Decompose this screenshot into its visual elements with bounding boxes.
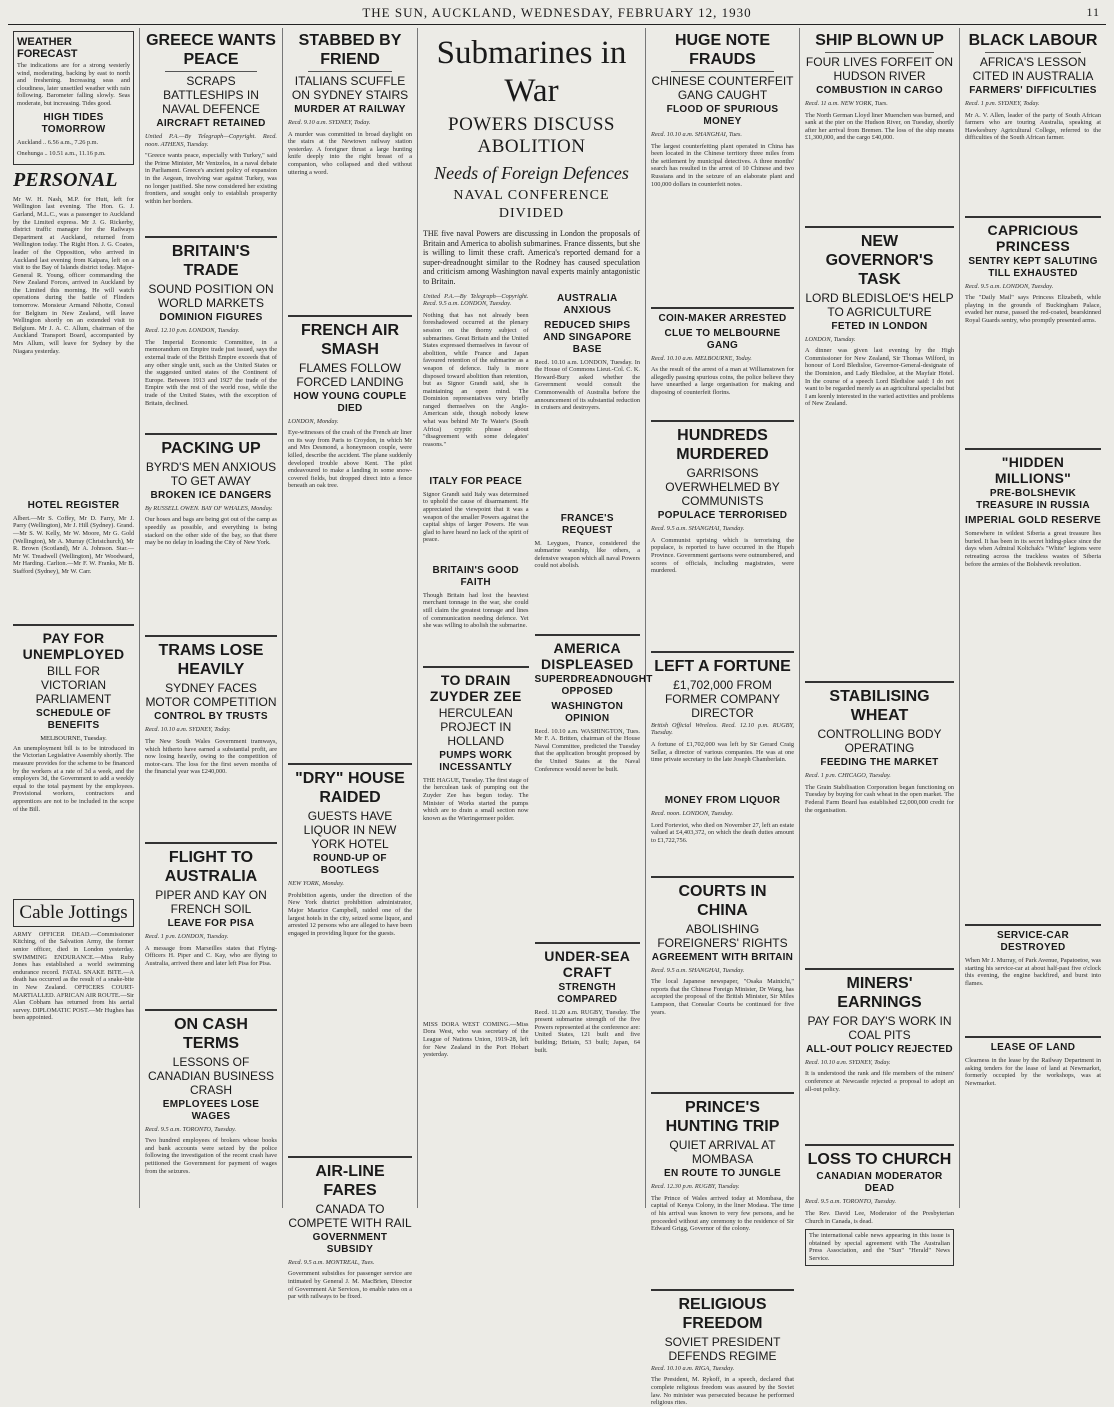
unemployed-dateline: MELBOURNE, Tuesday. [40,734,107,742]
stabbed-headline: STABBED BY FRIEND [298,32,402,68]
america-body: Recd. 10.10 a.m. WASHINGTON, Tues. Mr F. A. Britten, chairman of the House Naval Committee, predicted the Tuesday that the application brought proposed by the United States at the Naval Conference would never be built. [534,727,640,773]
fortune-body: A fortune of £1,702,000 was left by Sir Gerard Craig Sellar, a director of various companies. He was at one time private secretary to the late Joseph Chamberlain. [651,740,794,764]
miners-sub-2: ALL-OUT POLICY REJECTED [806,1043,953,1055]
greece-byline: United P.A.—By Telegraph—Copyright. Recd. noon. ATHENS, Tuesday. [145,133,277,148]
governor-sub: LORD BLEDISLOE'S HELP TO AGRICULTURE [805,290,954,319]
lease-body: Clearness in the lease by the Railway Department in asking tenders for the lease of land at Newmarket, formerly occupied by the workshops, was at Newmarket. [965,1057,1101,1087]
airsmash-byline: LONDON, Monday. [288,417,339,425]
fortune-byline: British Official Wireless. Recd. 12.10 p.m. RUGBY, Tuesday. [651,721,794,737]
hidden-millions-headline: "HIDDEN MILLIONS" [994,454,1072,487]
credit-note: MISS DORA WEST COMING.—Miss Dora West, who was secretary of the League of Nations Union, 1919-28, left for New Zealand in the Port Hobart yesterday. [423,1020,529,1059]
princess-body: The "Daily Mail" says Princess Elizabeth, while playing in the grounds of Buckingham Palace, evaded her nurse, passed the red-coated, bearskinned Royal Guards sentry, who promptly presented arms. [965,294,1101,324]
labour-byline: Recd. 1 p.m. SYDNEY, Today. [965,100,1040,107]
airline-body: Government subsidies for passenger service are intimated by General J. M. MacBrien, Director of Government Air Services, to enable rates on a par with railways to be fixed. [288,1270,412,1301]
britain-trade-sub-2: DOMINION FIGURES [159,312,263,324]
unemployed-sub-2: SCHEDULE OF BENEFITS [36,707,111,731]
stabbed-body: A murder was committed in broad daylight on the stairs at the Newtown railway station yesterday. A foreigner thrust a large hunting knife deeply into the right breast of a companion, who collapsed and died without uttering a word. [288,130,412,176]
main-lead: THE five naval Powers are discussing in London the proposals of Britain and America to abolish submarines. France dissents, but she is willing to limit these craft. America's reported demand for a super-dreadnought similar to the Rodney has caused speculation and criticism among Washington naval experts mainly antagonistic to Britain. [423,229,640,286]
prince-byline: Recd. 12.30 p.m. RUGBY, Tuesday. [651,1183,740,1191]
coinmaker-sub: CLUE TO MELBOURNE GANG [664,327,781,351]
undersea-sub: STRENGTH COMPARED [557,981,618,1005]
lease-title: LEASE OF LAND [990,1042,1076,1054]
liquor-title: MONEY FROM LIQUOR [664,794,781,806]
airline-sub: CANADA TO COMPETE WITH RAIL [288,1201,412,1230]
america-sub: SUPERDREADNOUGHT OPPOSED [534,673,653,697]
prince-sub: QUIET ARRIVAL AT MOMBASA [669,1138,776,1167]
governor-sub-2: FETED IN LONDON [831,320,928,332]
tides-title: HIGH TIDES TOMORROW [41,111,106,135]
princess-sub: SENTRY KEPT SALUTING TILL EXHAUSTED [968,255,1098,279]
hidden-millions-sub: PRE-BOLSHEVIK TREASURE IN RUSSIA [976,488,1090,512]
labour-sub-2: FARMERS' DIFFICULTIES [969,85,1097,96]
australia-sub: REDUCED SHIPS AND SINGAPORE BASE [543,319,632,355]
cable-notice: The international cable news appearing in this issue is obtained by special agreement with The Australian Press Association, and the "Sun" "Herald" News Service. [805,1229,954,1265]
hidden-millions-body: Somewhere in wildest Siberia a great treasure lies buried. It has been in its secret hiding-place since the days when Admiral Koltchak's "White" legions were retreating across the trackless wastes of Siberia before the armies of the Bolshevik revolution. [965,530,1101,568]
britain-trade-sub: SOUND POSITION ON WORLD MARKETS [148,282,274,311]
greece-body: "Greece wants peace, especially with Turkey," said the Prime Minister, Mr Venizelos, in a naval debate in Parliament. Greece's ancient policy of expansion in the Aegean, involving war against Turkey, was no longer justified. She now considered her existing frontiers, and sought only to establish prosperity within her borders. [145,152,277,205]
masthead-title: THE SUN, AUCKLAND, WEDNESDAY, FEBRUARY 12, 1930 [362,5,752,20]
goodfaith-body: Though Britain had lost the heaviest merchant tonnage in the war, she could still claim the greatest tonnage and lines of communication needing defence. Yet she was willing to abolish the submarine. [423,591,529,630]
ship-byline: Recd. 11 a.m. NEW YORK, Tues. [805,100,888,107]
hotel-register-body: Albert.—Mr S. Coffey, Mr D. Farry, Mr J. Parry (Wellington), Mr J. Hill (Sydney). Grand.—Mr S. W. Kelly, Mr W. Moore, Mr G. Gold (Wellington), Mr A. Murray (Christchurch), Mr R. Brown (Scotland), Mr A. Johnson. Star.—Mr W. Treadwell (Wellington), Mr Woodward, Mr Harding. Carlton.—Mr F. W. Franks, Mr B. Stafford (Sydney), Mr W. Carr. [13,514,134,575]
flight-sub-2: LEAVE FOR PISA [167,917,255,929]
fortune-sub: £1,702,000 FROM FORMER COMPANY DIRECTOR [664,677,781,720]
airsmash-sub: FLAMES FOLLOW FORCED LANDING [296,360,404,389]
church-byline: Recd. 9.5 a.m. TORONTO, Tuesday. [805,1198,897,1206]
airsmash-body: Eye-witnesses of the crash of the French air liner on its way from Paris to Croydon, in which Mr and Mrs Desmond, a honeymoon couple, were killed, describe the accident. The plane suddenly developed trouble above Kent. The pilot endeavoured to make a landing in some snow-covered fields, but dropped direct into a fence beneath an oak tree. [288,429,412,490]
column-5 [646,28,800,1407]
tides-line-1: Auckland .. 6.56 a.m., 7.26 p.m. [17,138,99,146]
governor-byline: LONDON, Tuesday. [805,335,856,343]
cable-jottings-title: Cable Jottings [13,899,134,927]
hundreds-sub: GARRISONS OVERWHELMED BY COMMUNISTS [665,466,780,509]
britain-trade-body: The Imperial Economic Committee, in a memorandum on Empire trade just issued, says the external trade of the British Empire exceeds that of any other single unit, such as the United States or the suggested united states of the Continent of Europe. Between 1913 and 1927 the trade of the Empire with the rest of the world rose, while the trade of the United States, with the exception of Britain, declined. [145,338,277,407]
religious-headline: RELIGIOUS FREEDOM [678,1295,767,1332]
australia-body: Recd. 10.10 a.m. LONDON, Tuesday. In the House of Commons Lieut.-Col. C. K. Howard-Bury asked whether the Government would consult the Commonwealth of Australia before the announcement of its substantial reduction in cruisers and destroyers. [534,358,640,412]
stabbed-byline: Recd. 9.10 a.m. SYDNEY, Today. [288,119,371,126]
religious-body: The President, M. Rykoff, in a speech, declared that complete religious freedom was assured by the Soviet law. No minister was persecuted because he performed religious rites. [651,1376,794,1407]
trams-byline: Recd. 10.10 a.m. SYDNEY, Today. [145,726,231,734]
princess-headline: CAPRICIOUS PRINCESS [987,221,1079,254]
wheat-headline: STABILISING WHEAT [829,688,930,725]
wheat-sub-2: FEEDING THE MARKET [820,757,939,769]
main-sub-2: Needs of Foreign Defences [434,163,629,183]
prince-sub-2: EN ROUTE TO JUNGLE [664,1168,781,1180]
stabbed-sub: ITALIANS SCUFFLE ON SYDNEY STAIRS [291,74,409,102]
masthead [8,2,1106,25]
cash-byline: Recd. 9.5 a.m. TORONTO, Tuesday. [145,1125,237,1133]
flight-sub: PIPER AND KAY ON FRENCH SOIL [155,887,267,916]
weather-box [13,31,134,165]
miners-sub: PAY FOR DAY'S WORK IN COAL PITS [807,1013,952,1042]
cable-jottings-body: ARMY OFFICER DEAD.—Commissioner Kitching, of the Salvation Army, the former senior officer, died in London yesterday. SWIMMING ENDURANCE.—Miss Ruby Jones has established a world swimming endurance record. FATAL SNAKE BITE.—A death has occurred as the result of a snake-bite in New Zealand. OFFICERS COURT-MARTIALLED. AFRICAN AIR ROUTE.—Sir Alan Cobham has returned from his aerial survey. DIPLOMATIC POST.—Mr Hughes has been appointed. [13,930,134,1022]
britain-trade-headline: BRITAIN'S TRADE [171,243,251,280]
labour-sub: AFRICA'S LESSON CITED IN AUSTRALIA [972,55,1094,83]
main-headline: Submarines in War [436,35,627,109]
stabbed-sub-2: MURDER AT RAILWAY [294,104,406,115]
airsmash-headline: FRENCH AIR SMASH [300,321,400,358]
coinmaker-title: COIN-MAKER ARRESTED [658,312,787,324]
ship-sub-2: COMBUSTION IN CARGO [816,85,943,96]
religious-byline: Recd. 10.10 a.m. RIGA, Tuesday. [651,1364,735,1372]
britain-trade-byline: Recd. 12.10 p.m. LONDON, Tuesday. [145,327,240,335]
prince-body: The Prince of Wales arrived today at Mombasa, the capital of Kenya Colony, in the liner Modasa. The time of his arrival was known to very few persons, and he proceeded without any ceremony to the residence of Sir Edward Grigg, Governor of the colony. [651,1194,794,1233]
ship-headline: SHIP BLOWN UP [815,32,944,49]
courts-headline: COURTS IN CHINA [678,882,767,919]
notes-byline: Recd. 10.10 a.m. SHANGHAI, Tues. [651,131,742,138]
notes-body: The largest counterfeiting plant operated in China has been located in the Chinese territory three miles from the settlement by municipal detectives. A three months' search has resulted in the arrest of 10 Chinese and two Russians and in the seizure of an elaborate plant and 100,000 dollars in counterfeit notes. [651,142,794,188]
flight-byline: Recd. 1 p.m. LONDON, Tuesday. [145,932,229,940]
weather-body: The indications are for a strong westerly wind, moderating, backing by east to north and freshening. Increasing seas and cloudiness, later unsettled weather with rain following. Barometer falling slowly. Seas moderate, but increasing. Tides good. [17,62,130,107]
dry-sub-2: ROUND-UP OF BOOTLEGS [313,853,387,877]
airline-sub-2: GOVERNMENT SUBSIDY [312,1231,388,1255]
zuyder-sub: HERCULEAN PROJECT IN HOLLAND [438,705,513,748]
miners-body: It is understood the rank and file members of the miners' conference at Newcastle rejected a proposal to adopt an all-out policy. [805,1070,954,1093]
dry-byline: NEW YORK, Monday. [288,880,344,888]
personal-body: Mr W. H. Nash, M.P. for Hutt, left for Wellington last evening. The Hon. G. J. Garland, M.L.C., was a passenger to Auckland by the Limited express. Mr J. G. Rickerby, district traffic manager for the Railways Department at Auckland, returned from Wellington today. The Right Hon. J. G. Coates, leader of the Opposition, who arrived in Auckland last evening from Kaipara, left on a visit to the Bay of Islands district today. Major-General R. Young, officer commanding the New Zealand Forces, arrived in Auckland by the Limited this morning. He will watch operations during the battle of Flinders tomorrow. Monsieur Armand Nihotte, Consul for Belgium in New Zealand, will leave Wellington shortly on an extended visit to Belgium. Mr J. A. C. Allum, chairman of the Auckland Transport Board, accompanied by Mrs Allum, will leave for Sydney by the Niagara yesterday. [13,195,134,355]
notes-sub: CHINESE COUNTERFEIT GANG CAUGHT [651,74,794,102]
column-6 [800,28,960,1262]
church-headline: LOSS TO CHURCH [807,1151,952,1169]
hidden-millions-sub-2: IMPERIAL GOLD RESERVE [965,515,1101,527]
france-title: FRANCE'S REQUEST [560,512,614,536]
coinmaker-body: As the result of the arrest of a man at Williamstown for allegedly passing spurious coins, the police believe they have unearthed a large organisation for making and disposing of counterfeit florins. [651,366,794,396]
cash-sub: LESSONS OF CANADIAN BUSINESS CRASH [147,1054,275,1097]
wheat-byline: Recd. 1 p.m. CHICAGO, Tuesday. [805,772,891,780]
prince-headline: PRINCE'S HUNTING TRIP [665,1099,780,1136]
packing-headline: PACKING UP [161,439,261,457]
undersea-headline: UNDER-SEA CRAFT [544,947,631,980]
courts-sub-2: AGREEMENT WITH BRITAIN [651,951,794,963]
governor-body: A dinner was given last evening by the High Commissioner for New Zealand, Sir Thomas Wilford, in honour of Lord Bledisloe, Governor-General-designate of the Dominion, and Lady Bledisloe, at the Mayfair Hotel. In the course of a speech Lord Bledisloe said: I do not want to be regarded merely as an agricultural specialist but I am keenly interested in the varied activities and problems of New Zealand. [805,347,954,408]
france-body: M. Leygues, France, considered the submarine warship, like others, a defensive weapon which all naval Powers could not abolish. [534,539,640,570]
trams-headline: TRAMS LOSE HEAVILY [158,642,264,679]
miners-byline: Recd. 10.10 a.m. SYDNEY, Today. [805,1058,891,1066]
courts-byline: Recd. 9.5 a.m. SHANGHAI, Tuesday. [651,966,745,974]
column-1 [8,28,140,1208]
wheat-body: The Grain Stabilisation Corporation began functioning on Tuesday by buying for cash wheat in the open market. The Federal Farm Board has established £2,000,000 credit for the organisation. [805,783,954,814]
fortune-headline: LEFT A FORTUNE [654,657,791,675]
airsmash-sub-2: HOW YOUNG COUPLE DIED [293,390,407,414]
dry-sub: GUESTS HAVE LIQUOR IN NEW YORK HOTEL [303,809,397,852]
weather-title: WEATHER FORECAST [17,36,78,60]
undersea-body: Recd. 11.20 a.m. RUGBY, Tuesday. The present submarine strength of the five Powers represented at the conference are: United States, 121 built and five building; Britain, 53 built; Japan, 64 built. [534,1008,640,1054]
trams-body: The New South Wales Government tramways, which hitherto have earned a substantial profit, are now losing heavily, owing to the competition of motor-cars. The loss for the first seven months of the financial year was £240,000. [145,737,277,776]
zuyder-headline: TO DRAIN ZUYDER ZEE [429,671,522,704]
courts-sub: ABOLISHING FOREIGNERS' RIGHTS [657,921,788,950]
unemployed-headline: PAY FOR UNEMPLOYED [22,629,125,662]
religious-sub: SOVIET PRESIDENT DEFENDS REGIME [664,1334,781,1363]
main-byline: United P.A.—By Telegraph—Copyright. Recd. 9.5 a.m. LONDON, Tuesday. [423,292,529,308]
flight-headline: FLIGHT TO AUSTRALIA [164,848,258,885]
cash-body: Two hundred employees of brokers whose books and bank accounts were seized by the police following the investigation of the recent crash have petitioned the Government for payment of wages from the seizures. [145,1137,277,1175]
america-sub-2: WASHINGTON OPINION [551,700,624,724]
airline-byline: Recd. 9.5 a.m. MONTREAL, Tues. [288,1258,375,1266]
packing-body: Our hoses and bags are being got out of the camp as speedily as possible, and everything is being stacked on the other side of the bay, so that there may be no delay in loading the City of New York. [145,516,277,547]
hotel-register-title: HOTEL REGISTER [27,499,120,511]
newspaper-columns [8,28,1106,1407]
packing-sub: BYRD'S MEN ANXIOUS TO GET AWAY [145,459,277,488]
liquor-byline: Recd. noon. LONDON, Tuesday. [651,809,734,817]
miners-headline: MINERS' EARNINGS [837,974,922,1011]
ship-sub: FOUR LIVES FORFEIT ON HUDSON RIVER [805,55,954,83]
flight-body: A message from Marseilles states that Flying-Officers H. Piper and C. Kay, who are flying to Australia, arrived there and later left Pisa for Pisa. [145,944,277,967]
service-car-body: When Mr J. Murray, of Park Avenue, Papatoetoe, was starting his service-car at about half-past five o'clock this evening, the engine backfired, and burst into flames. [965,957,1101,987]
trams-sub-2: CONTROL BY TRUSTS [154,711,268,723]
princess-byline: Recd. 9.5 a.m. LONDON, Tuesday. [965,282,1054,290]
wheat-sub: CONTROLLING BODY OPERATING [817,727,942,756]
hundreds-sub-2: POPULACE TERRORISED [657,510,788,522]
australia-title: AUSTRALIA ANXIOUS [557,292,618,316]
packing-sub-2: BROKEN ICE DANGERS [150,489,272,501]
column-7 [960,28,1106,1208]
labour-headline: BLACK LABOUR [968,32,1098,49]
column-3 [283,28,418,1301]
service-car-title: SERVICE-CAR DESTROYED [996,930,1070,954]
unemployed-sub: BILL FOR VICTORIAN PARLIAMENT [35,663,112,706]
tides-line-2: Onehunga .. 10.51 a.m., 11.16 p.m. [17,150,106,158]
notes-sub-2: FLOOD OF SPURIOUS MONEY [666,104,779,127]
column-main-story [418,28,653,1208]
hundreds-byline: Recd. 9.5 a.m. SHANGHAI, Tuesday. [651,525,745,533]
liquor-body: Lord Forteviot, who died on November 27, left an estate valued at £4,403,372, on which the death duties amount to £1,722,756. [651,821,794,844]
hundreds-headline: HUNDREDS MURDERED [676,427,769,464]
main-sub-3: NAVAL CONFERENCE DIVIDED [453,188,610,221]
cash-headline: ON CASH TERMS [174,1015,248,1052]
dry-body: Prohibition agents, under the direction of the New York district prohibition administrator, Major Maurice Campbell, raided one of the largest hotels in the city, seized some liquor, and arrested 12 persons who are alleged to have been engaged in providing liquor for the guests. [288,891,412,937]
zuyder-sub-2: PUMPS WORK INCESSANTLY [439,749,513,773]
labour-body: Mr A. V. Allen, leader of the party of South African farmers who are touring Australia, speaking at Hawkesbury Agricultural College, referred to the difficulties of the South African farmer. [965,111,1101,142]
page-number: 11 [1086,5,1100,19]
main-sub-1: POWERS DISCUSS ABOLITION [448,114,615,157]
personal-heading: PERSONAL [13,168,118,191]
italy-title: ITALY FOR PEACE [429,475,523,487]
trams-sub: SYDNEY FACES MOTOR COMPETITION [145,681,277,710]
church-sub: CANADIAN MODERATOR DEAD [816,1171,943,1195]
courts-body: The local Japanese newspaper, "Osaka Mainichi," reports that the Chinese Foreign Minister, Dr Wang, has accepted the proposal of the British Minister, Sir Miles Lampson, that Consular Courts be continued for five years. [651,978,794,1016]
cash-sub-2: EMPLOYEES LOSE WAGES [162,1098,260,1122]
column-2 [140,28,283,1208]
church-body: The Rev. David Lee, Moderator of the Presbyterian Church in Canada, is dead. [805,1209,954,1225]
ship-body: The North German Lloyd liner Muenchen was burned, and sank at the pier on the Hudson River, on Tuesday, shortly after her arrival from Bremen. The loss of the ship means £1,300,000, and the cargo £40,000. [805,111,954,142]
dry-headline: "DRY" HOUSE RAIDED [295,770,405,807]
greece-sub: SCRAPS BATTLESHIPS IN NAVAL DEFENCE [162,74,260,116]
governor-headline: NEW GOVERNOR'S TASK [825,232,934,288]
goodfaith-title: BRITAIN'S GOOD FAITH [432,564,519,588]
notes-headline: HUGE NOTE FRAUDS [674,32,771,68]
america-headline: AMERICA DISPLEASED [541,639,634,672]
hundreds-body: A Communist uprising which is terrorising the populace, is reported to have occurred in the Hupeh Province. Government garrisons were outnumbered, and scores of officials, including magistrates, were murdered. [651,536,794,575]
unemployed-body: An unemployment bill is to be introduced in the Victorian Legislative Assembly shortly. The measure provides for the scheme to be financed by the workers at a rate of 3d a week, and the employers 3d, the Government to add a weekly equal to the total payment by the employees. Provisional workers, contractors and apprentices are not to be included in the scope of the Bill. [13,744,134,813]
airline-headline: AIR-LINE FARES [315,1162,385,1199]
greece-headline: GREECE WANTS PEACE [146,32,276,68]
coinmaker-byline: Recd. 10.10 a.m. MELBOURNE, Today. [651,354,752,362]
italy-body: Signor Grandi said Italy was determined to uphold the cause of disarmament. He appreciated the viewpoint that it was a weapon of the smaller Powers against the capital ships of larger Powers. He was glad to have heard no lack of the spirit of peace. [423,490,529,544]
main-body: Nothing that has not already been foreshadowed occurred at the plenary session on the thorny subject of submarines. Great Britain and the United States expressed themselves in favour of abolition, while France and Japan favoured retention of the submarine as a weapon of defence. Italy is more disposed toward abolition than retention, but as Signor Grandi said, she is maintaining an open mind. The Dominion representatives very briefly ranged themselves on the Anglo-American side, though nobody knew what was behind Mr Te Water's (South Africa) cryptic phrase about "disagreement with some delegates' reasons." [423,311,529,448]
zuyder-body: THE HAGUE, Tuesday. The first stage of the herculean task of pumping out the Zuyder Zee has begun today. The Minister of Works started the pumps which are to drain a small section now known as the Wieringermeer polder. [423,776,529,822]
packing-byline: By RUSSELL OWEN. BAY OF WHALES, Monday. [145,504,273,512]
greece-sub-2: AIRCRAFT RETAINED [156,118,266,129]
